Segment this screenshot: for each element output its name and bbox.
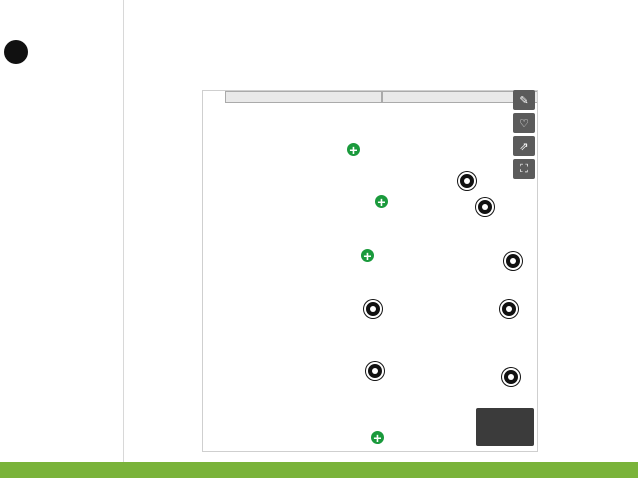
hotspot-plus-icon[interactable]: + [360, 248, 375, 263]
hotspot-dot-icon[interactable] [364, 300, 382, 318]
hotspot-dot-icon[interactable] [366, 362, 384, 380]
table-header [225, 91, 538, 103]
hotspot-plus-icon[interactable]: + [374, 194, 389, 209]
thinglink-toolbar [513, 90, 535, 179]
pxl-logo-mark [4, 40, 28, 64]
hotspot-dot-icon[interactable] [502, 368, 520, 386]
share-icon[interactable]: ⇗ [513, 136, 535, 156]
hotspot-plus-icon[interactable]: + [370, 430, 385, 445]
hotspot-plus-icon[interactable]: + [346, 142, 361, 157]
pxl-logo [4, 40, 30, 64]
hotspot-dot-icon[interactable] [458, 172, 476, 190]
heart-icon[interactable]: ♡ [513, 113, 535, 133]
bottom-accent-bar [0, 462, 638, 478]
hotspot-dot-icon[interactable] [500, 300, 518, 318]
thinglink-badge[interactable] [476, 408, 534, 446]
hotspot-dot-icon[interactable] [476, 198, 494, 216]
left-panel [0, 0, 124, 462]
fullscreen-icon[interactable]: ⛶ [513, 159, 535, 179]
pencil-icon[interactable]: ✎ [513, 90, 535, 110]
col-header-start [225, 91, 382, 103]
competency-table-image [202, 90, 538, 452]
hotspot-dot-icon[interactable] [504, 252, 522, 270]
